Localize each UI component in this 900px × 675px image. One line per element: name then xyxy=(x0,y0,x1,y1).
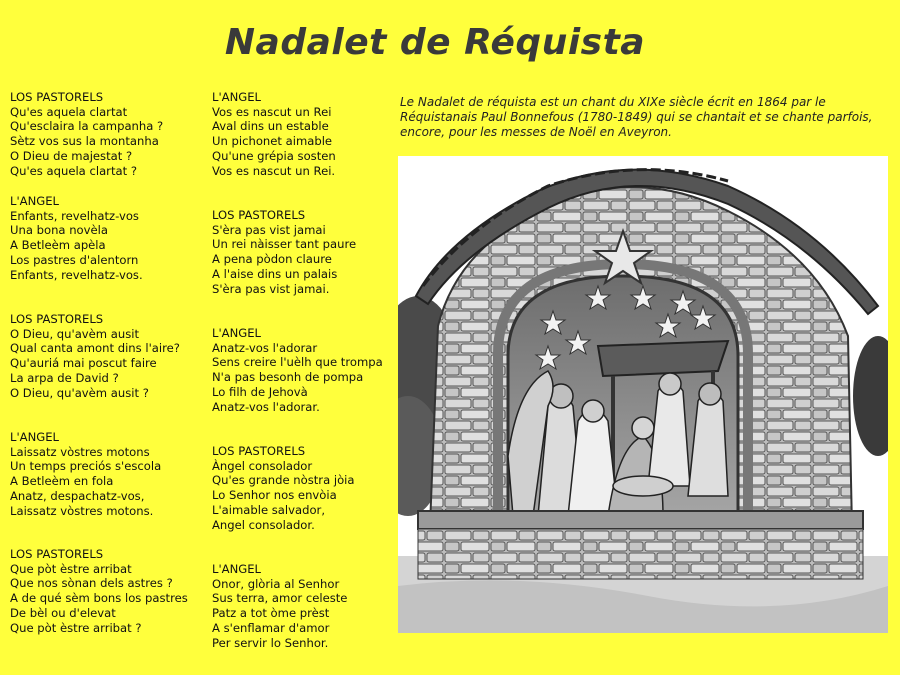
verse xyxy=(10,547,188,635)
verse-line: L'aimable salvador, xyxy=(212,502,326,517)
verse-line: Lo filh de Jehovà xyxy=(212,384,308,399)
verse-speaker: L'ANGEL xyxy=(212,562,262,576)
verse xyxy=(212,208,356,296)
verse-line: Que pòt èstre arribat xyxy=(10,561,132,576)
verse-line: O Dieu, qu'avèm ausit xyxy=(10,326,140,341)
verse-line: Aval dins un estable xyxy=(212,119,329,134)
verse-line: Un rei nàisser tant paure xyxy=(212,237,357,252)
verse-speaker: L'ANGEL xyxy=(212,326,262,340)
verse-line: Sus terra, amor celeste xyxy=(212,591,348,606)
verse-line: Àngel consolador xyxy=(212,458,313,473)
verse-line: O Dieu de majestat ? xyxy=(10,148,133,163)
verse-line: Qu'esclaira la campanha ? xyxy=(10,119,164,134)
verse-line: Laissatz vòstres motons. xyxy=(10,503,154,518)
page-title: Nadalet de Réquista xyxy=(224,22,646,63)
verse xyxy=(10,90,163,178)
verse-line: S'èra pas vist jamai xyxy=(212,222,326,237)
verse xyxy=(10,194,143,282)
verse-line: A s'enflamar d'amor xyxy=(212,620,330,635)
verse-line: Qu'auriá mai poscut faire xyxy=(10,356,157,371)
verse-line: Vos es nascut un Rei xyxy=(212,104,332,119)
verse-line: O Dieu, qu'avèm ausit ? xyxy=(10,385,149,400)
verse-speaker: L'ANGEL xyxy=(212,90,262,104)
verse xyxy=(10,430,161,518)
verse-line: Lo Senhor nos envòia xyxy=(212,488,337,503)
verse-line: S'èra pas vist jamai. xyxy=(212,281,330,296)
verse-line: Un temps preciós s'escola xyxy=(10,459,162,474)
verse-speaker: LOS PASTORELS xyxy=(10,312,104,326)
verse-line: Enfants, revelhatz-vos. xyxy=(10,267,143,282)
intro-paragraph: Le Nadalet de réquista est un chant du XIXe siècle écrit en 1864 par le Réquistanais Paul Bonnefous (1780-1849) qui se chantait et se chante parfois, encore, pour les messes de Noël en Aveyron. xyxy=(400,95,873,140)
verse-line: La arpa de David ? xyxy=(10,370,119,385)
verse-line: Anatz-vos l'adorar xyxy=(212,340,318,355)
verse-line: Vos es nascut un Rei. xyxy=(212,163,336,178)
verse xyxy=(212,562,347,650)
verse-line: A Betleèm apèla xyxy=(10,238,106,253)
verse-speaker: LOS PASTORELS xyxy=(10,547,104,561)
verse-line: Anatz-vos l'adorar. xyxy=(212,399,320,414)
verse-line: Una bona novèla xyxy=(10,223,108,238)
verse-line: Angel consolador. xyxy=(212,517,315,532)
verse-line: Un pichonet aimable xyxy=(212,134,333,149)
verse xyxy=(10,312,180,400)
verse-line: Anatz, despachatz-vos, xyxy=(10,488,145,503)
verse-line: Patz a tot òme prèst xyxy=(212,606,330,621)
nativity-shrine-photo xyxy=(398,156,888,633)
verse-line: Que pòt èstre arribat ? xyxy=(10,620,142,635)
verse-line: Los pastres d'alentorn xyxy=(10,252,139,267)
verse-line: Qu'es aquela clartat xyxy=(10,104,128,119)
verse-speaker: L'ANGEL xyxy=(10,430,60,444)
verse-line: Onor, glòria al Senhor xyxy=(212,576,340,591)
verse-speaker: LOS PASTORELS xyxy=(212,208,306,222)
verse-line: Qu'une grépia sosten xyxy=(212,148,336,163)
verse-line: Per servir lo Senhor. xyxy=(212,635,329,650)
verse-line: Sètz vos sus la montanha xyxy=(10,134,159,149)
verse-line: Qual canta amont dins l'aire? xyxy=(10,341,180,356)
verse-speaker: L'ANGEL xyxy=(10,194,60,208)
verse-line: De bèl ou d'elevat xyxy=(10,605,116,620)
shrine-illustration xyxy=(398,156,888,633)
verse-line: Laissatz vòstres motons xyxy=(10,444,150,459)
verse-line: Que nos sònan dels astres ? xyxy=(10,576,173,591)
verse-line: A l'aise dins un palais xyxy=(212,266,338,281)
verse xyxy=(212,326,383,414)
verse-line: N'a pas besonh de pompa xyxy=(212,370,364,385)
verse-line: Enfants, revelhatz-vos xyxy=(10,208,139,223)
verse-speaker: LOS PASTORELS xyxy=(10,90,104,104)
verse xyxy=(212,444,355,532)
verse-speaker: LOS PASTORELS xyxy=(212,444,306,458)
verse xyxy=(212,90,336,178)
verse-line: Qu'es aquela clartat ? xyxy=(10,163,137,178)
verse-line: A de qué sèm bons los pastres xyxy=(10,591,188,606)
verse-line: A Betleèm en fola xyxy=(10,474,114,489)
verse-line: Sens creire l'uèlh que trompa xyxy=(212,355,383,370)
verse-line: A pena pòdon claure xyxy=(212,252,332,267)
verse-line: Qu'es grande nòstra jòia xyxy=(212,473,355,488)
